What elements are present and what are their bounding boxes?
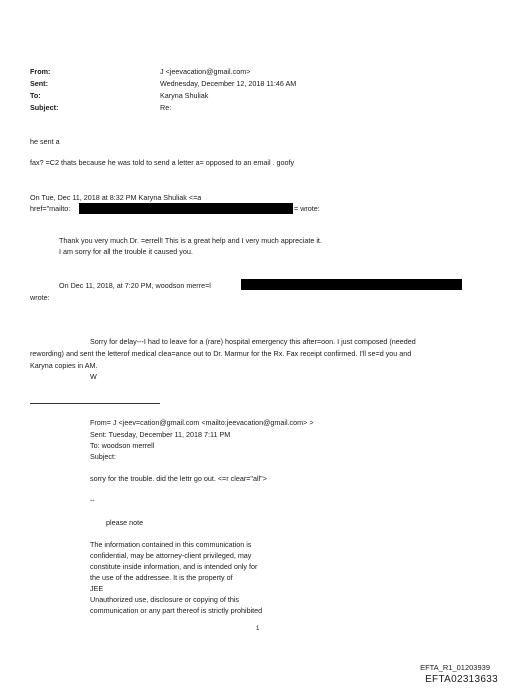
fwd-sent-line: Sent: Tuesday, December 11, 2018 7:11 PM	[90, 430, 231, 439]
reply2-line-1: Sorry for delay---I had to leave for a (rare) hospital emergency this after=oon. I just composed (needed	[90, 337, 416, 346]
from-value: J <jeevacation@gmail.com>	[160, 67, 251, 76]
quote1-line-1: On Tue, Dec 11, 2018 at 8:32 PM Karyna Shuliak <=a	[30, 193, 202, 202]
disclaimer-line: Unauthorized use, disclosure or copying of this	[90, 595, 240, 604]
body-line-1: he sent a	[30, 137, 60, 146]
footer-id-small: EFTA_R1_01203939	[420, 663, 490, 672]
reply2-line-4: W	[90, 372, 97, 381]
fwd-body-line: sorry for the trouble. did the lettr go out. <=r clear="all">	[90, 474, 267, 483]
page-number: 1	[256, 626, 260, 632]
redaction-bar-2	[241, 279, 462, 290]
fwd-dashes: --	[90, 496, 95, 505]
subject-value: Re:	[160, 103, 172, 112]
sent-value: Wednesday, December 12, 2018 11:46 AM	[160, 79, 297, 88]
please-note: please note	[106, 518, 144, 527]
disclaimer-line: the use of the addressee. It is the property of	[90, 573, 233, 582]
fwd-subject-line: Subject:	[90, 452, 116, 461]
fwd-from-line: From= J <jeev=cation@gmail.com <mailto:jeevacation@gmail.com> >	[90, 418, 314, 427]
footer-id-large: EFTA02313633	[425, 674, 498, 685]
quote2-line-2: wrote:	[30, 293, 50, 302]
reply1-line-1: Thank you very much Dr. =errell! This is a great help and I very much appreciate it.	[59, 236, 322, 245]
subject-label: Subject:	[30, 103, 59, 112]
body-line-2: fax? =C2 thats because he was told to send a letter a= opposed to an email . goofy	[30, 158, 295, 167]
from-label: From:	[30, 67, 51, 76]
disclaimer-line: JEE	[90, 584, 104, 593]
to-label: To:	[30, 91, 41, 100]
reply2-line-3: Karyna copies in AM.	[30, 361, 98, 370]
disclaimer-line: confidential, may be attorney-client privileged, may	[90, 551, 252, 560]
separator-rule	[30, 403, 160, 404]
quote1-line-2b: = wrote:	[294, 204, 320, 213]
disclaimer-line: constitute inside information, and is intended only for	[90, 562, 258, 571]
sent-label: Sent:	[30, 79, 48, 88]
disclaimer-line: The information contained in this communication is	[90, 540, 252, 549]
to-value: Karyna Shuliak	[160, 91, 209, 100]
reply2-line-2: rewording) and sent the letterof medical clea=ance out to Dr. Marmur for the Rx. Fax receipt confirmed. I'll se=d you and	[30, 349, 412, 358]
redaction-bar-1	[79, 203, 293, 214]
quote2-line-1: On Dec 11, 2018, at 7:20 PM, woodson merre=l	[59, 281, 211, 290]
reply1-line-2: I am sorry for all the trouble it caused you.	[59, 247, 193, 256]
fwd-to-line: To: woodson merrell	[90, 441, 155, 450]
disclaimer-line: communication or any part thereof is strictly prohibited	[90, 606, 263, 615]
quote1-line-2a: href="mailto:	[30, 204, 71, 213]
